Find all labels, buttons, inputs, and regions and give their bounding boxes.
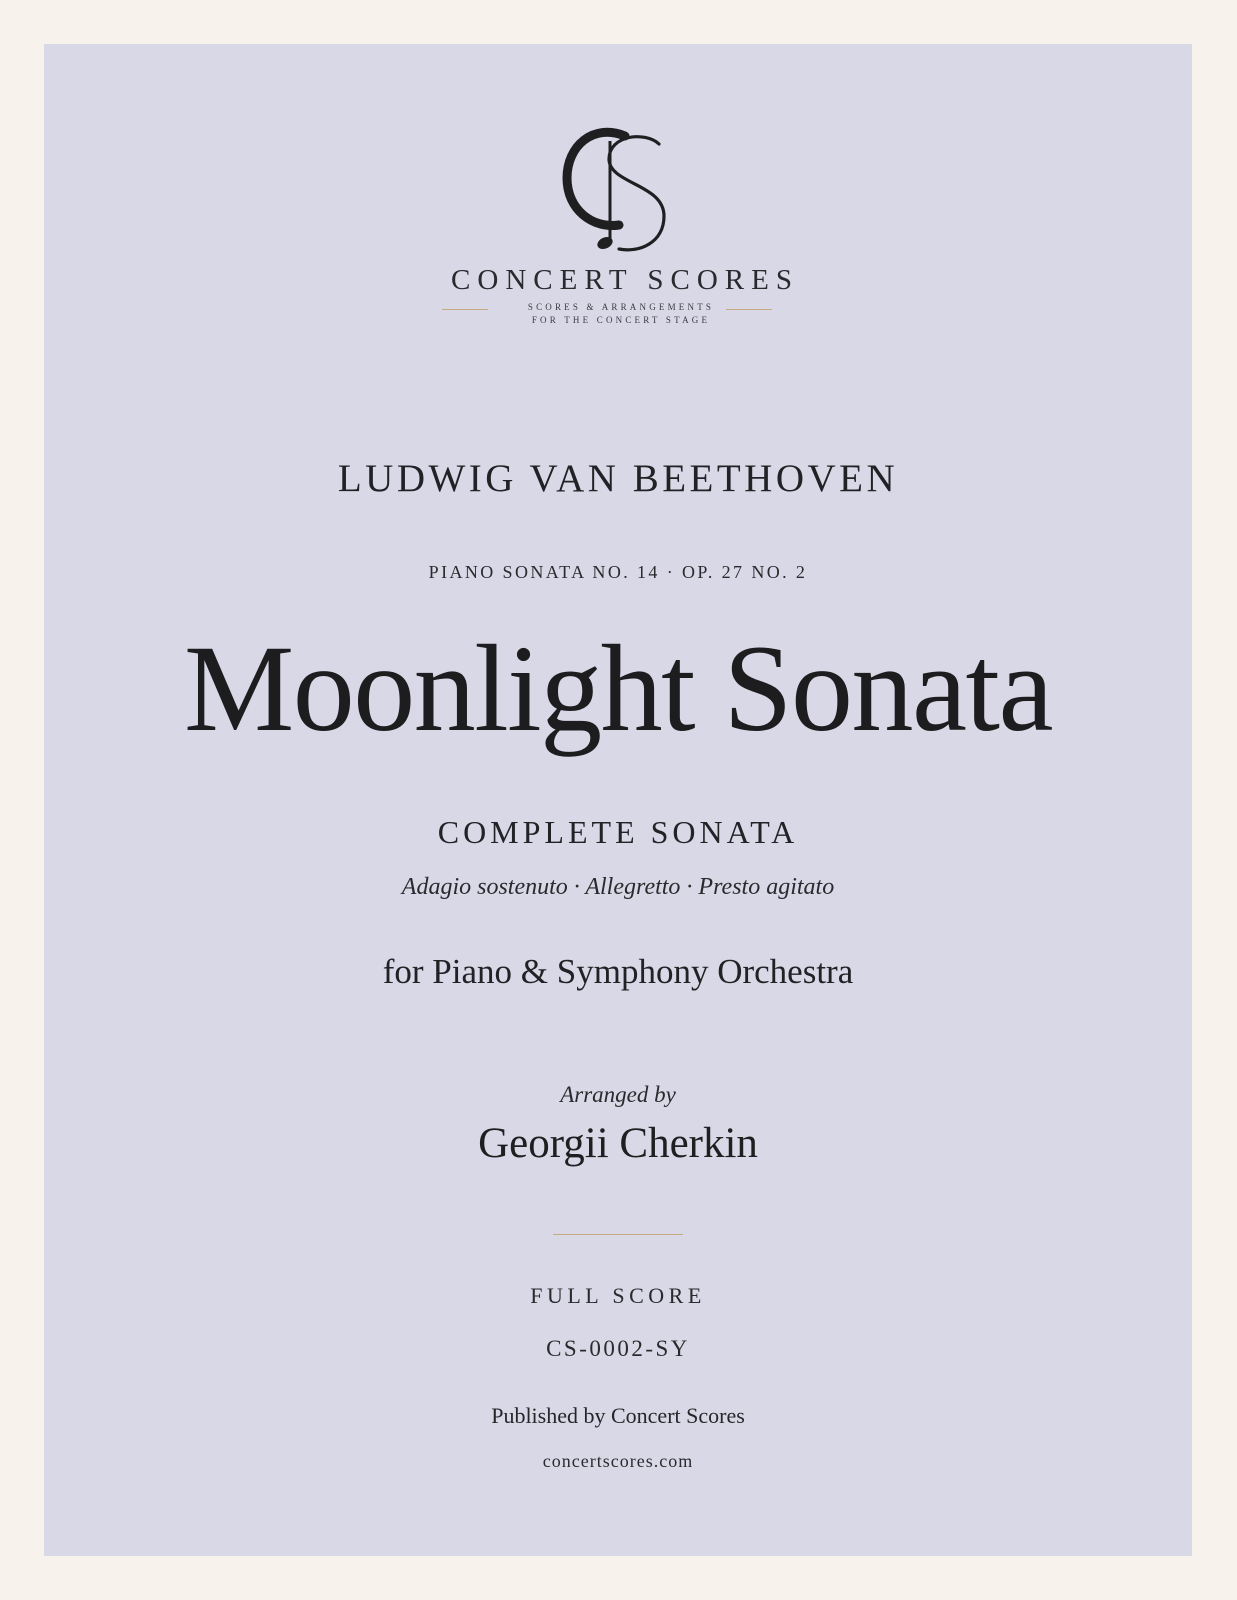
arranger-name: Georgii Cherkin xyxy=(478,1120,758,1167)
instrumentation: for Piano & Symphony Orchestra xyxy=(382,952,854,991)
cover-panel xyxy=(44,44,1192,1556)
score-type: FULL SCORE xyxy=(530,1283,706,1308)
subtitle: COMPLETE SONATA xyxy=(437,814,799,850)
composer-name: LUDWIG VAN BEETHOVEN xyxy=(337,457,899,500)
divider-rule xyxy=(553,1234,683,1235)
monogram-cs-icon xyxy=(553,121,683,261)
catalog-number: CS-0002-SY xyxy=(546,1336,690,1361)
brand-name: CONCERT SCORES xyxy=(451,264,799,296)
arranged-by-label: Arranged by xyxy=(560,1082,676,1107)
brand-tagline-line2: FOR THE CONCERT STAGE xyxy=(531,315,711,325)
brand-tagline-line1: SCORES & ARRANGEMENTS xyxy=(527,302,715,312)
publisher-line: Published by Concert Scores xyxy=(491,1403,745,1428)
work-number: PIANO SONATA NO. 14 · OP. 27 NO. 2 xyxy=(428,562,808,582)
movements-list: Adagio sostenuto · Allegretto · Presto agitato xyxy=(401,874,835,900)
website-link[interactable]: concertscores.com xyxy=(542,1451,694,1471)
page-title: Moonlight Sonata xyxy=(183,620,1053,757)
